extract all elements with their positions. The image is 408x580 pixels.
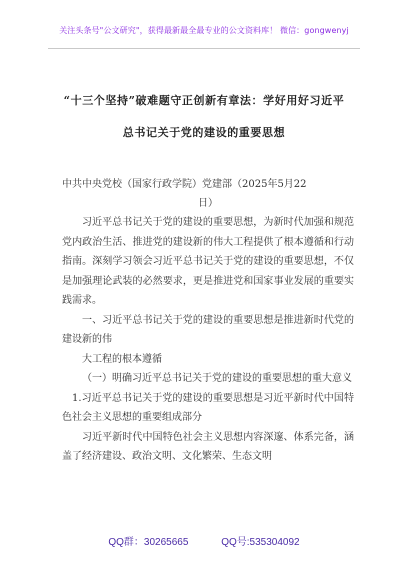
section-heading-1: 一、习近平总书记关于党的建设的重要思想是推进新时代党的建设新的伟 xyxy=(62,314,354,345)
header-divider xyxy=(48,48,360,49)
document-body xyxy=(62,213,354,467)
author-line-2: 日） xyxy=(198,198,218,209)
footer-qq-group: QQ群：30265665 xyxy=(108,537,189,548)
paragraph-body: 习近平新时代中国特色社会主义思想内容深邃、体系完备，涵盖了经济建设、政治文明、文化繁荣、生态文明 xyxy=(62,431,354,462)
section-heading-1-continued: 大工程的根本遵循 xyxy=(82,353,162,365)
document-title-line-1: “十三个坚持”破难题守正创新有章法：学好用好习近平 xyxy=(63,94,345,107)
paragraph-intro: 习近平总书记关于党的建设的重要思想，为新时代加强和规范党内政治生活、推进党的建设新的伟大工程提供了根本遵循和行动指南。深刻学习领会习近平总书记关于党的建设的重要思想，不仅是加强理论武装的必然要求，更是推进党和国家事业发展的重要实践需求。 xyxy=(62,217,354,306)
header-banner: 关注头条号"公文研究"，获得最新最全最专业的公文资料库！ 微信：gongwenyj xyxy=(59,26,349,35)
author-byline xyxy=(62,175,354,213)
footer-qq-number: QQ号:535304092 xyxy=(221,537,300,548)
author-line-1: 中共中央党校（国家行政学院）党建部（2025年5月22 xyxy=(62,179,307,190)
subsection-heading-1: （一）明确习近平总书记关于党的建设的重要思想的重大意义 xyxy=(82,373,352,384)
footer-contact xyxy=(0,533,408,548)
point-heading-1: 1.习近平总书记关于党的建设的重要思想是习近平新时代中国特色社会主义思想的重要组成部分 xyxy=(62,392,354,423)
document-title-line-2: 总书记关于党的建设的重要思想 xyxy=(122,126,286,139)
